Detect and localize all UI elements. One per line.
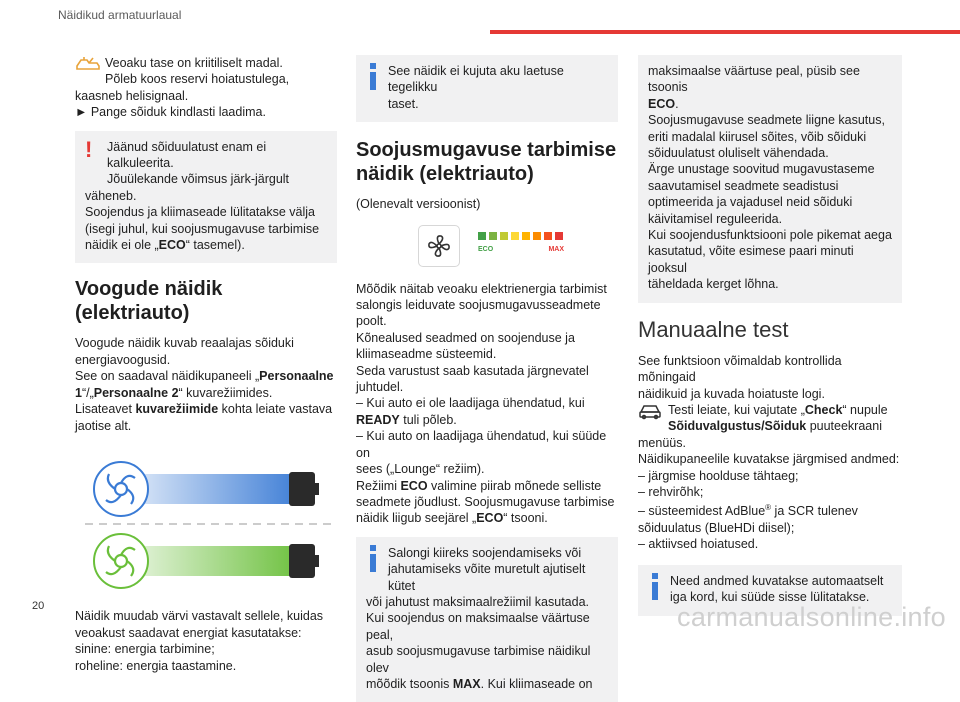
page-number: 20 [32, 600, 45, 612]
low-battery-note [75, 55, 337, 121]
fuel-warning-icon [75, 55, 105, 83]
warning-text: näidik ei ole „ECO“ tasemel). [85, 238, 245, 253]
flow-color-paragraph: Näidik muudab värvi vastavalt sellele, kuidas veoakust saadavat energiat kasutatakse: sinine: energia tarbimine; roheline: energia taastamine. [75, 609, 324, 673]
info-box-battery: See näidik ei kujuta aku laetuse tegelikku taset. [356, 55, 618, 122]
climate-level-segment [511, 232, 519, 240]
motor-icon-blue [94, 462, 148, 516]
manual-test-paragraph: See funktsioon võimaldab kontrollida mõningaid näidikuid ja kuvada hoiatuste logi. Testi leiate, kui vajutate „Check“ nupule Sõiduvalgustus/Sõiduk puuteekraani menüüs. Näidikupaneelile kuvatakse järgmised andmed: – järgmise hoolduse tähtaeg; – rehvirõhk; – süsteemidest AdBlue® ja SCR tulenev sõiduulatus (BlueHDi diisel); – aktiivsed hoiatused. [638, 353, 900, 552]
info-icon [648, 573, 670, 601]
flow-gauge-illustration [75, 452, 337, 596]
climate-level-segment [555, 232, 563, 240]
subtitle: (Olenevalt versioonist) [356, 197, 481, 212]
climate-level-segment [489, 232, 497, 240]
section-title-flow: Voogude näidik (elektriauto) [75, 278, 223, 325]
warning-box [75, 131, 337, 264]
section-title-climate: Soojusmugavuse tarbimise näidik (elektriauto) [356, 139, 617, 186]
battery-icon [289, 544, 315, 578]
car-icon [638, 402, 668, 430]
climate-level-segment [544, 232, 552, 240]
climate-level-scale [478, 232, 564, 258]
eco-label: ECO [478, 246, 494, 254]
note-text: ► Pange sõiduk kindlasti laadima. [75, 105, 266, 120]
info-box-continued: maksimaalse väärtuse peal, püsib see tsoonis ECO. Soojusmugavuse seadmete liigne kasutus, eriti madalal kiirusel sõites, võib sõiduki sõiduulatust oluliselt vähendada. Ärge unustage soovitud mugavustaseme saavutamisel seadmete seadistusi optimeerida ja vajadusel neid sõiduki käivitamisel reguleerida. Kui soojendusfunktsiooni pole pikemat aega kasutatud, võite esimese paari minuti jooksul täheldada kerget lõhna. [638, 55, 902, 303]
watermark: carmanualsonline.info [677, 602, 946, 632]
column-3 [638, 55, 902, 616]
warning-text: (isegi juhul, kui soojusmugavuse tarbimise [85, 221, 320, 236]
page-header-title: Näidikud armatuurlaual [58, 8, 182, 22]
flow-paragraph: Voogude näidik kuvab reaalajas sõiduki energiavoogusid. See on saadaval näidikupaneeli „Personaalne 1“/„Personaalne 2“ kuvarežiimides. Lisateavet kuvarežiimide kohta leiate vastava jaotise alt. [75, 336, 334, 433]
climate-paragraph: Mõõdik näitab veoaku elektrienergia tarbimist salongis leiduvate soojusmugavusseadmete poolt. Kõnealused seadmed on soojenduse ja kliimaseadme süsteemid. Seda varustust saab kasutada järgnevatel juhtudel. – Kui auto ei ole laadijaga ühendatud, kui READY tuli põleb. – Kui auto on laadijaga ühendatud, kui süüde on sees („Lounge“ režiim). Režiimi ECO valimine piirab mõnede selliste seadmete jõudlust. Soojusmugavuse tarbimise näidik liigub seejärel „ECO“ tsooni. [356, 281, 615, 526]
warning-text: Soojendus ja kliimaseade lülitatakse välja [85, 205, 315, 220]
warning-text: Jäänud sõiduulatust enam ei kalkuleerita. [107, 139, 267, 171]
climate-level-segment [478, 232, 486, 240]
column-1 [75, 55, 337, 674]
climate-level-segment [522, 232, 530, 240]
info-icon [366, 545, 388, 573]
fan-icon [418, 225, 460, 267]
note-text: kaasneb helisignaal. [75, 88, 189, 103]
note-text: Põleb koos reservi hoiatustulega, [105, 72, 290, 87]
warning-text: Jõuülekande võimsus järk-järgult [107, 172, 290, 187]
max-label: MAX [548, 246, 564, 254]
battery-icon [289, 472, 315, 506]
climate-level-segment [533, 232, 541, 240]
column-2 [356, 55, 618, 702]
warning-text: väheneb. [85, 188, 137, 203]
info-box-heating: Salongi kiireks soojendamiseks või jahutamiseks võite muretult ajutiselt kütet või jahutust maksimaalrežiimil kasutada. Kui soojendus on maksimaalse väärtuse peal, asub soojusmugavuse tarbimise näidikul olev mõõdik tsoonis MAX. Kui kliimaseade on [356, 537, 618, 702]
motor-icon-green [94, 534, 148, 588]
climate-gauge-illustration [418, 225, 618, 267]
exclamation-icon: ! [85, 136, 93, 162]
header-accent-bar [490, 30, 960, 34]
section-title-manual-test: Manuaalne test [638, 316, 789, 342]
climate-level-segment [500, 232, 508, 240]
info-icon [366, 63, 388, 91]
note-text: Veoaku tase on kriitiliselt madal. [105, 56, 283, 70]
info-box-auto-display: Need andmed kuvatakse automaatselt iga kord, kui süüde sisse lülitatakse. [638, 565, 902, 616]
